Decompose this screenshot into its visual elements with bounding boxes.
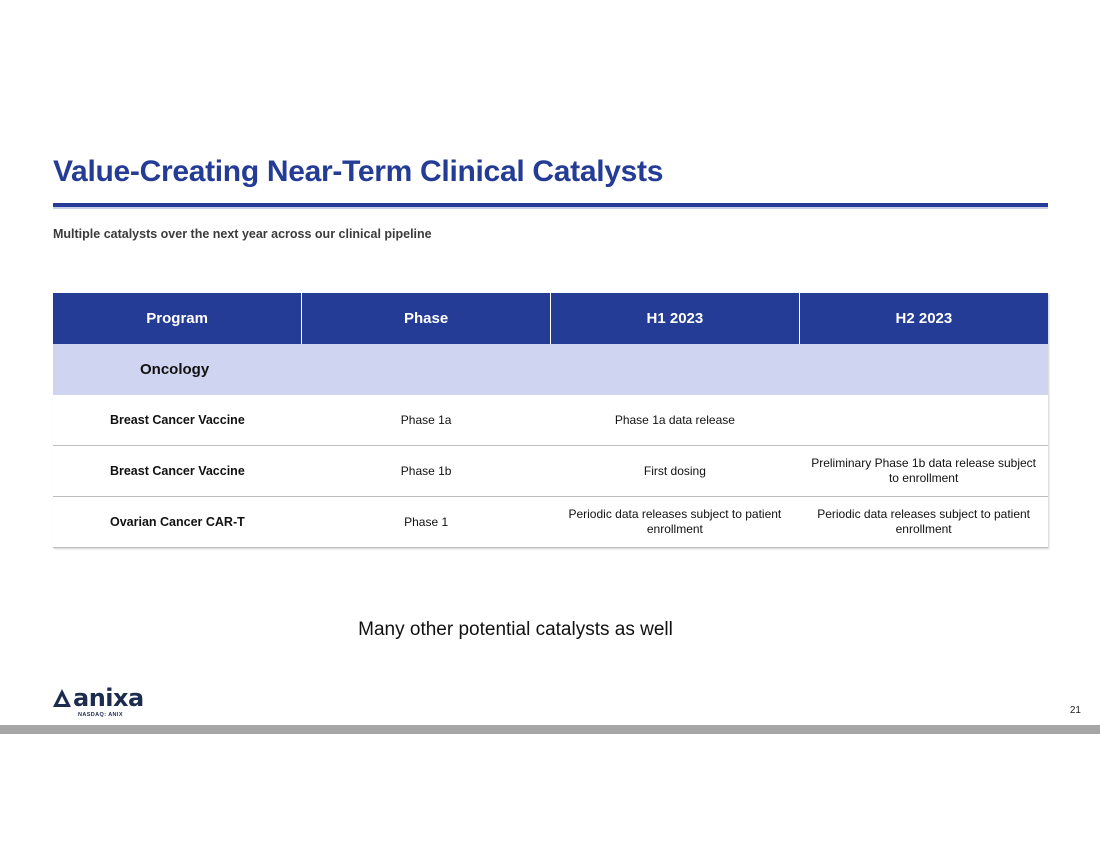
phase-cell: Phase 1 <box>302 497 551 548</box>
table-header-row <box>53 293 1048 344</box>
phase-cell: Phase 1a <box>302 395 551 446</box>
table-row <box>53 395 1048 446</box>
phase-cell: Phase 1b <box>302 446 551 497</box>
slide-subtitle: Multiple catalysts over the next year across our clinical pipeline <box>53 227 432 241</box>
h2-cell <box>799 395 1048 446</box>
footnote-text: Many other potential catalysts as well <box>358 619 673 640</box>
program-cell: Breast Cancer Vaccine <box>53 446 302 497</box>
logo-ticker: NASDAQ: ANIX <box>78 712 123 718</box>
section-row-oncology <box>53 344 1048 395</box>
slide-title: Value-Creating Near-Term Clinical Catalysts <box>53 155 664 188</box>
section-empty-cell <box>799 344 1048 395</box>
section-label: Oncology <box>53 344 302 395</box>
h1-cell: Periodic data releases subject to patient enrollment <box>551 497 800 548</box>
title-underline-shadow <box>53 207 1048 209</box>
h2-cell: Preliminary Phase 1b data release subject to enrollment <box>799 446 1048 497</box>
program-cell: Breast Cancer Vaccine <box>53 395 302 446</box>
table-row <box>53 446 1048 497</box>
header-phase: Phase <box>302 293 551 344</box>
header-program: Program <box>53 293 302 344</box>
section-empty-cell <box>302 344 551 395</box>
section-empty-cell <box>551 344 800 395</box>
h1-cell: Phase 1a data release <box>551 395 800 446</box>
header-h2-2023: H2 2023 <box>799 293 1048 344</box>
anixa-triangle-logo-icon <box>53 689 71 707</box>
page-number: 21 <box>1069 705 1081 716</box>
h2-cell: Periodic data releases subject to patient enrollment <box>799 497 1048 548</box>
program-cell: Ovarian Cancer CAR-T <box>53 497 302 548</box>
catalyst-table <box>53 293 1048 548</box>
table-row <box>53 497 1048 548</box>
footer-bar <box>0 725 1100 734</box>
h1-cell: First dosing <box>551 446 800 497</box>
logo-wordmark: anixa <box>73 684 144 712</box>
header-h1-2023: H1 2023 <box>551 293 800 344</box>
